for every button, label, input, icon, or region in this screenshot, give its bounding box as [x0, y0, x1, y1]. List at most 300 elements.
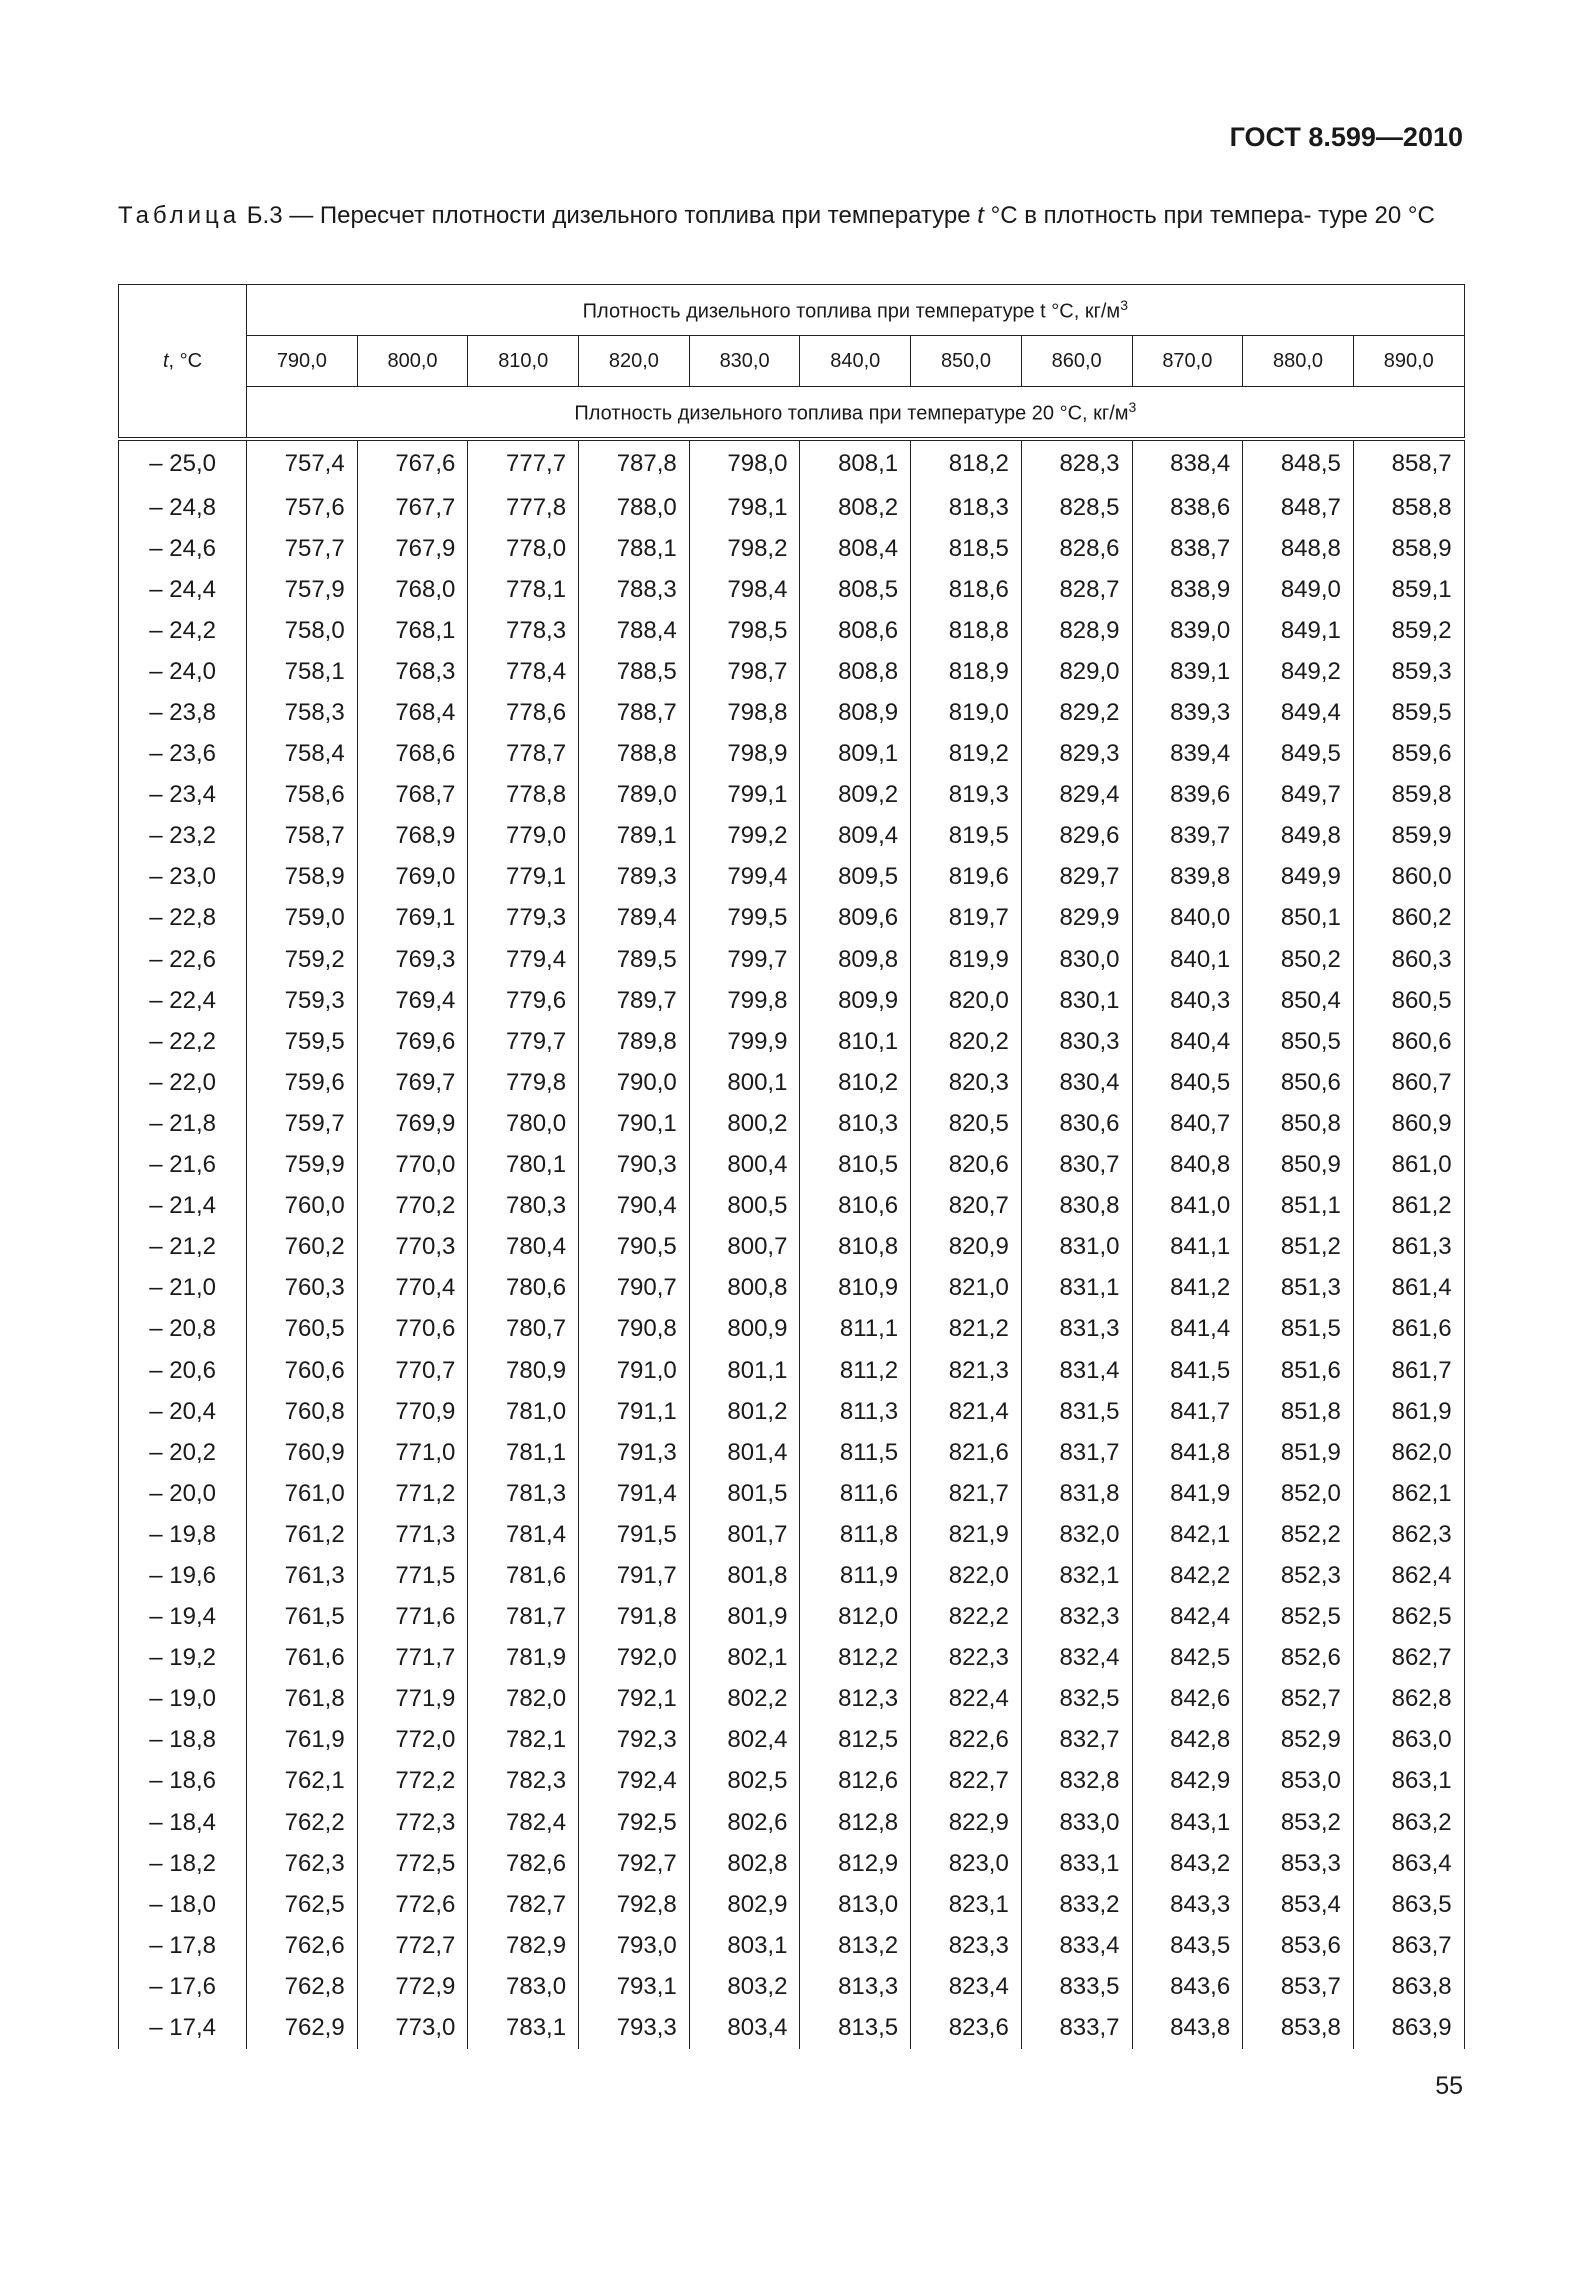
density-cell: 791,0	[579, 1350, 690, 1391]
density-cell: 762,6	[247, 1925, 358, 1966]
density-cell: 842,9	[1132, 1761, 1243, 1802]
density-cell: 798,7	[689, 651, 800, 692]
density-column-header: 810,0	[468, 336, 579, 387]
density-cell: 768,3	[357, 651, 468, 692]
density-cell: 832,3	[1021, 1597, 1132, 1638]
table-row	[119, 816, 1465, 857]
temperature-cell: – 21,6	[119, 1145, 247, 1186]
density-cell: 793,1	[579, 1966, 690, 2007]
density-cell: 790,3	[579, 1145, 690, 1186]
table-row	[119, 1432, 1465, 1473]
density-cell: 760,9	[247, 1432, 358, 1473]
density-column-header: 830,0	[689, 336, 800, 387]
density-cell: 863,5	[1353, 1884, 1464, 1925]
density-cell: 851,5	[1243, 1309, 1354, 1350]
density-cell: 768,7	[357, 775, 468, 816]
density-cell: 841,2	[1132, 1268, 1243, 1309]
table-row	[119, 1802, 1465, 1843]
density-cell: 812,6	[800, 1761, 911, 1802]
table-row	[119, 1186, 1465, 1227]
density-cell: 782,3	[468, 1761, 579, 1802]
density-cell: 862,5	[1353, 1597, 1464, 1638]
density-cell: 863,8	[1353, 1966, 1464, 2007]
temperature-cell: – 20,6	[119, 1350, 247, 1391]
temperature-cell: – 18,6	[119, 1761, 247, 1802]
table-row	[119, 1227, 1465, 1268]
density-cell: 770,0	[357, 1145, 468, 1186]
density-cell: 793,0	[579, 1925, 690, 1966]
density-cell: 831,3	[1021, 1309, 1132, 1350]
temperature-cell: – 18,0	[119, 1884, 247, 1925]
density-cell: 772,6	[357, 1884, 468, 1925]
density-cell: 781,9	[468, 1638, 579, 1679]
density-cell: 789,8	[579, 1021, 690, 1062]
table-row	[119, 1884, 1465, 1925]
density-cell: 852,5	[1243, 1597, 1354, 1638]
density-cell: 843,8	[1132, 2007, 1243, 2048]
density-cell: 819,3	[911, 775, 1022, 816]
table-row	[119, 487, 1465, 528]
density-cell: 858,7	[1353, 439, 1464, 487]
density-cell: 818,2	[911, 439, 1022, 487]
density-cell: 830,7	[1021, 1145, 1132, 1186]
density-cell: 769,6	[357, 1021, 468, 1062]
density-cell: 808,4	[800, 528, 911, 569]
table-row	[119, 1638, 1465, 1679]
density-cell: 812,3	[800, 1679, 911, 1720]
density-cell: 849,4	[1243, 692, 1354, 733]
density-cell: 861,6	[1353, 1309, 1464, 1350]
temperature-cell: – 21,0	[119, 1268, 247, 1309]
density-cell: 762,8	[247, 1966, 358, 2007]
density-cell: 811,5	[800, 1432, 911, 1473]
density-cell: 811,8	[800, 1514, 911, 1555]
density-cell: 798,8	[689, 692, 800, 733]
density-cell: 757,4	[247, 439, 358, 487]
density-cell: 799,1	[689, 775, 800, 816]
density-cell: 780,9	[468, 1350, 579, 1391]
density-cell: 842,2	[1132, 1555, 1243, 1596]
temperature-cell: – 19,8	[119, 1514, 247, 1555]
density-cell: 771,6	[357, 1597, 468, 1638]
density-cell: 860,7	[1353, 1062, 1464, 1103]
table-row	[119, 775, 1465, 816]
density-cell: 862,0	[1353, 1432, 1464, 1473]
table-row	[119, 980, 1465, 1021]
density-cell: 808,8	[800, 651, 911, 692]
temperature-cell: – 17,4	[119, 2007, 247, 2048]
density-cell: 809,5	[800, 857, 911, 898]
density-cell: 782,6	[468, 1843, 579, 1884]
density-cell: 848,7	[1243, 487, 1354, 528]
density-cell: 833,4	[1021, 1925, 1132, 1966]
density-cell: 851,6	[1243, 1350, 1354, 1391]
density-cell: 801,1	[689, 1350, 800, 1391]
temperature-cell: – 23,0	[119, 857, 247, 898]
density-cell: 819,5	[911, 816, 1022, 857]
density-cell: 808,1	[800, 439, 911, 487]
density-cell: 782,9	[468, 1925, 579, 1966]
density-cell: 789,0	[579, 775, 690, 816]
table-row	[119, 1597, 1465, 1638]
density-column-header: 880,0	[1243, 336, 1354, 387]
density-cell: 792,3	[579, 1720, 690, 1761]
table-row	[119, 610, 1465, 651]
density-cell: 849,8	[1243, 816, 1354, 857]
density-cell: 820,7	[911, 1186, 1022, 1227]
density-cell: 760,0	[247, 1186, 358, 1227]
density-cell: 853,2	[1243, 1802, 1354, 1843]
density-cell: 779,7	[468, 1021, 579, 1062]
density-cell: 802,1	[689, 1638, 800, 1679]
density-cell: 841,5	[1132, 1350, 1243, 1391]
table-row	[119, 692, 1465, 733]
density-cell: 760,6	[247, 1350, 358, 1391]
density-cell: 843,2	[1132, 1843, 1243, 1884]
density-cell: 762,5	[247, 1884, 358, 1925]
density-cell: 792,7	[579, 1843, 690, 1884]
density-cell: 851,1	[1243, 1186, 1354, 1227]
density-cell: 849,7	[1243, 775, 1354, 816]
density-cell: 853,3	[1243, 1843, 1354, 1884]
density-cell: 801,9	[689, 1597, 800, 1638]
density-cell: 818,6	[911, 569, 1022, 610]
density-cell: 862,4	[1353, 1555, 1464, 1596]
density-cell: 758,4	[247, 734, 358, 775]
density-cell: 800,4	[689, 1145, 800, 1186]
density-cell: 761,9	[247, 1720, 358, 1761]
density-column-header: 870,0	[1132, 336, 1243, 387]
density-column-header: 790,0	[247, 336, 358, 387]
density-cell: 799,4	[689, 857, 800, 898]
density-cell: 761,5	[247, 1597, 358, 1638]
density-cell: 850,4	[1243, 980, 1354, 1021]
density-cell: 831,5	[1021, 1391, 1132, 1432]
density-cell: 778,0	[468, 528, 579, 569]
density-column-header: 860,0	[1021, 336, 1132, 387]
table-row	[119, 569, 1465, 610]
density-cell: 810,2	[800, 1062, 911, 1103]
density-cell: 777,8	[468, 487, 579, 528]
density-cell: 819,7	[911, 898, 1022, 939]
density-cell: 812,5	[800, 1720, 911, 1761]
density-cell: 761,8	[247, 1679, 358, 1720]
density-cell: 790,0	[579, 1062, 690, 1103]
density-cell: 770,3	[357, 1227, 468, 1268]
density-cell: 781,3	[468, 1473, 579, 1514]
density-cell: 770,7	[357, 1350, 468, 1391]
density-cell: 820,9	[911, 1227, 1022, 1268]
density-cell: 842,8	[1132, 1720, 1243, 1761]
density-cell: 841,7	[1132, 1391, 1243, 1432]
density-cell: 772,9	[357, 1966, 468, 2007]
density-cell: 790,7	[579, 1268, 690, 1309]
temperature-cell: – 19,2	[119, 1638, 247, 1679]
density-cell: 848,5	[1243, 439, 1354, 487]
density-cell: 853,8	[1243, 2007, 1354, 2048]
density-cell: 823,4	[911, 1966, 1022, 2007]
density-cell: 801,8	[689, 1555, 800, 1596]
density-cell: 842,1	[1132, 1514, 1243, 1555]
density-cell: 780,3	[468, 1186, 579, 1227]
density-cell: 782,7	[468, 1884, 579, 1925]
density-cell: 812,0	[800, 1597, 911, 1638]
density-cell: 800,2	[689, 1103, 800, 1144]
density-cell: 767,6	[357, 439, 468, 487]
density-cell: 780,1	[468, 1145, 579, 1186]
density-cell: 802,4	[689, 1720, 800, 1761]
density-cell: 821,7	[911, 1473, 1022, 1514]
density-cell: 823,6	[911, 2007, 1022, 2048]
density-cell: 839,4	[1132, 734, 1243, 775]
density-cell: 802,6	[689, 1802, 800, 1843]
density-cell: 862,1	[1353, 1473, 1464, 1514]
density-cell: 792,4	[579, 1761, 690, 1802]
density-cell: 813,0	[800, 1884, 911, 1925]
density-cell: 790,5	[579, 1227, 690, 1268]
temperature-cell: – 23,4	[119, 775, 247, 816]
density-cell: 818,8	[911, 610, 1022, 651]
density-cell: 793,3	[579, 2007, 690, 2048]
header-density-at-t: Плотность дизельного топлива при температуре t °С, $кг/м^3$	[247, 285, 1465, 336]
density-cell: 861,3	[1353, 1227, 1464, 1268]
density-cell: 803,2	[689, 1966, 800, 2007]
density-cell: 810,8	[800, 1227, 911, 1268]
temperature-cell: – 23,2	[119, 816, 247, 857]
density-cell: 819,2	[911, 734, 1022, 775]
density-cell: 791,3	[579, 1432, 690, 1473]
density-cell: 822,9	[911, 1802, 1022, 1843]
density-cell: 860,5	[1353, 980, 1464, 1021]
density-cell: 780,4	[468, 1227, 579, 1268]
density-cell: 859,2	[1353, 610, 1464, 651]
table-caption	[118, 198, 1463, 234]
density-cell: 791,1	[579, 1391, 690, 1432]
density-cell: 808,2	[800, 487, 911, 528]
density-cell: 840,3	[1132, 980, 1243, 1021]
density-cell: 768,6	[357, 734, 468, 775]
density-cell: 790,1	[579, 1103, 690, 1144]
temperature-cell: – 19,0	[119, 1679, 247, 1720]
density-cell: 789,1	[579, 816, 690, 857]
density-cell: 788,3	[579, 569, 690, 610]
density-cell: 811,6	[800, 1473, 911, 1514]
density-cell: 829,2	[1021, 692, 1132, 733]
density-cell: 818,9	[911, 651, 1022, 692]
density-cell: 779,4	[468, 939, 579, 980]
temperature-cell: – 21,2	[119, 1227, 247, 1268]
density-cell: 787,8	[579, 439, 690, 487]
density-cell: 773,0	[357, 2007, 468, 2048]
density-cell: 849,9	[1243, 857, 1354, 898]
caption-text-b: °С в плотность при темпера- туре 20 °С	[983, 202, 1435, 229]
density-cell: 829,6	[1021, 816, 1132, 857]
density-cell: 788,5	[579, 651, 690, 692]
density-cell: 762,1	[247, 1761, 358, 1802]
temperature-cell: – 21,8	[119, 1103, 247, 1144]
header-density-at-20: Плотность дизельного топлива при температуре 20 °С, $кг/м^3$	[247, 387, 1465, 440]
table-row	[119, 734, 1465, 775]
density-cell: 839,0	[1132, 610, 1243, 651]
density-cell: 851,3	[1243, 1268, 1354, 1309]
temperature-cell: – 18,8	[119, 1720, 247, 1761]
density-cell: 832,8	[1021, 1761, 1132, 1802]
density-cell: 792,5	[579, 1802, 690, 1843]
density-cell: 843,1	[1132, 1802, 1243, 1843]
density-cell: 820,5	[911, 1103, 1022, 1144]
document-id: ГОСТ 8.599—2010	[1229, 122, 1463, 152]
density-cell: 840,5	[1132, 1062, 1243, 1103]
density-cell: 798,4	[689, 569, 800, 610]
temperature-cell: – 24,8	[119, 487, 247, 528]
density-cell: 832,5	[1021, 1679, 1132, 1720]
density-cell: 861,4	[1353, 1268, 1464, 1309]
density-cell: 849,2	[1243, 651, 1354, 692]
density-cell: 788,4	[579, 610, 690, 651]
density-cell: 861,0	[1353, 1145, 1464, 1186]
density-cell: 782,4	[468, 1802, 579, 1843]
table-row	[119, 1309, 1465, 1350]
table-row	[119, 1761, 1465, 1802]
density-cell: 851,2	[1243, 1227, 1354, 1268]
density-cell: 818,3	[911, 487, 1022, 528]
table-row	[119, 1021, 1465, 1062]
density-cell: 850,1	[1243, 898, 1354, 939]
density-cell: 767,9	[357, 528, 468, 569]
density-cell: 858,9	[1353, 528, 1464, 569]
density-cell: 822,0	[911, 1555, 1022, 1596]
density-cell: 780,0	[468, 1103, 579, 1144]
density-cell: 810,9	[800, 1268, 911, 1309]
density-cell: 863,1	[1353, 1761, 1464, 1802]
temperature-cell: – 18,2	[119, 1843, 247, 1884]
temperature-cell: – 18,4	[119, 1802, 247, 1843]
density-cell: 861,7	[1353, 1350, 1464, 1391]
temperature-cell: – 20,4	[119, 1391, 247, 1432]
density-cell: 859,5	[1353, 692, 1464, 733]
density-cell: 830,4	[1021, 1062, 1132, 1103]
density-cell: 759,0	[247, 898, 358, 939]
density-cell: 821,3	[911, 1350, 1022, 1391]
density-cell: 831,8	[1021, 1473, 1132, 1514]
density-column-header: 840,0	[800, 336, 911, 387]
temperature-cell: – 23,6	[119, 734, 247, 775]
density-cell: 820,0	[911, 980, 1022, 1021]
density-cell: 769,9	[357, 1103, 468, 1144]
density-cell: 863,2	[1353, 1802, 1464, 1843]
density-cell: 859,8	[1353, 775, 1464, 816]
density-column-header: 800,0	[357, 336, 468, 387]
density-cell: 780,7	[468, 1309, 579, 1350]
density-cell: 771,9	[357, 1679, 468, 1720]
table-row	[119, 1103, 1465, 1144]
density-cell: 799,7	[689, 939, 800, 980]
density-cell: 759,6	[247, 1062, 358, 1103]
density-cell: 861,2	[1353, 1186, 1464, 1227]
density-cell: 850,6	[1243, 1062, 1354, 1103]
density-cell: 822,4	[911, 1679, 1022, 1720]
density-cell: 799,5	[689, 898, 800, 939]
density-cell: 792,0	[579, 1638, 690, 1679]
table-row	[119, 857, 1465, 898]
density-cell: 859,3	[1353, 651, 1464, 692]
density-column-header: 890,0	[1353, 336, 1464, 387]
density-cell: 848,8	[1243, 528, 1354, 569]
density-cell: 840,7	[1132, 1103, 1243, 1144]
density-cell: 761,0	[247, 1473, 358, 1514]
density-column-header: 820,0	[579, 336, 690, 387]
density-cell: 772,2	[357, 1761, 468, 1802]
density-cell: 761,6	[247, 1638, 358, 1679]
temperature-cell: – 22,6	[119, 939, 247, 980]
density-cell: 828,3	[1021, 439, 1132, 487]
density-cell: 770,2	[357, 1186, 468, 1227]
table-row	[119, 651, 1465, 692]
caption-text-a: Б.3 — Пересчет плотности дизельного топлива при температуре	[240, 202, 978, 229]
density-cell: 850,9	[1243, 1145, 1354, 1186]
density-cell: 803,4	[689, 2007, 800, 2048]
density-cell: 831,7	[1021, 1432, 1132, 1473]
density-cell: 777,7	[468, 439, 579, 487]
density-cell: 852,9	[1243, 1720, 1354, 1761]
density-cell: 783,0	[468, 1966, 579, 2007]
density-cell: 861,9	[1353, 1391, 1464, 1432]
density-cell: 809,8	[800, 939, 911, 980]
density-cell: 803,1	[689, 1925, 800, 1966]
density-cell: 852,2	[1243, 1514, 1354, 1555]
density-cell: 811,3	[800, 1391, 911, 1432]
density-cell: 810,5	[800, 1145, 911, 1186]
density-cell: 771,7	[357, 1638, 468, 1679]
density-cell: 770,6	[357, 1309, 468, 1350]
density-cell: 767,7	[357, 487, 468, 528]
density-cell: 810,3	[800, 1103, 911, 1144]
density-cell: 792,1	[579, 1679, 690, 1720]
density-cell: 850,5	[1243, 1021, 1354, 1062]
density-cell: 802,9	[689, 1884, 800, 1925]
density-cell: 833,5	[1021, 1966, 1132, 2007]
temperature-cell: – 24,4	[119, 569, 247, 610]
density-cell: 813,5	[800, 2007, 911, 2048]
density-cell: 758,0	[247, 610, 358, 651]
table-row	[119, 1391, 1465, 1432]
density-cell: 841,8	[1132, 1432, 1243, 1473]
density-cell: 809,9	[800, 980, 911, 1021]
density-cell: 771,2	[357, 1473, 468, 1514]
temperature-cell: – 22,0	[119, 1062, 247, 1103]
density-cell: 858,8	[1353, 487, 1464, 528]
density-cell: 849,5	[1243, 734, 1354, 775]
density-cell: 771,3	[357, 1514, 468, 1555]
density-cell: 798,2	[689, 528, 800, 569]
density-cell: 759,9	[247, 1145, 358, 1186]
table-row	[119, 1514, 1465, 1555]
density-cell: 821,0	[911, 1268, 1022, 1309]
density-cell: 832,0	[1021, 1514, 1132, 1555]
density-cell: 850,8	[1243, 1103, 1354, 1144]
density-cell: 798,5	[689, 610, 800, 651]
temperature-cell: – 22,4	[119, 980, 247, 1021]
temperature-cell: – 24,6	[119, 528, 247, 569]
density-cell: 760,2	[247, 1227, 358, 1268]
density-cell: 789,3	[579, 857, 690, 898]
density-cell: 833,7	[1021, 2007, 1132, 2048]
density-cell: 769,0	[357, 857, 468, 898]
density-cell: 791,7	[579, 1555, 690, 1596]
temperature-cell: – 19,4	[119, 1597, 247, 1638]
density-cell: 859,1	[1353, 569, 1464, 610]
density-cell: 852,7	[1243, 1679, 1354, 1720]
